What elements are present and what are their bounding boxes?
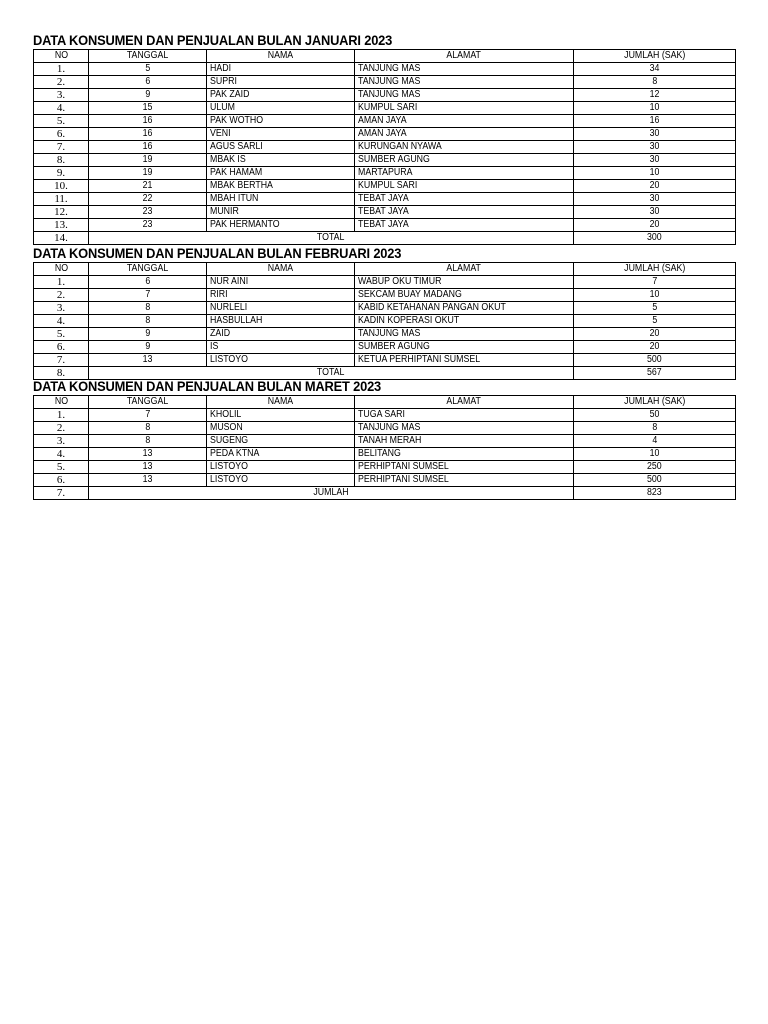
cell-no: 14. xyxy=(34,232,89,245)
cell-nama: PAK WOTHO xyxy=(207,115,355,128)
cell-jumlah: 16 xyxy=(574,115,736,128)
cell-no: 6. xyxy=(34,474,89,487)
cell-jumlah: 30 xyxy=(574,206,736,219)
cell-jumlah: 30 xyxy=(574,141,736,154)
cell-nama: HADI xyxy=(207,63,355,76)
cell-nama: ULUM xyxy=(207,102,355,115)
table-row xyxy=(34,422,736,435)
cell-jumlah: 10 xyxy=(574,289,736,302)
cell-alamat: TEBAT JAYA xyxy=(355,193,574,206)
table-row xyxy=(34,461,736,474)
cell-jumlah: 20 xyxy=(574,341,736,354)
table-row xyxy=(34,435,736,448)
cell-no: 1. xyxy=(34,409,89,422)
cell-no: 5. xyxy=(34,115,89,128)
cell-nama: RIRI xyxy=(207,289,355,302)
cell-jumlah: 10 xyxy=(574,102,736,115)
cell-jumlah: 500 xyxy=(574,474,736,487)
section-title: DATA KONSUMEN DAN PENJUALAN BULAN FEBRUARI 2023 xyxy=(33,245,402,261)
cell-no: 1. xyxy=(34,276,89,289)
cell-nama: SUPRI xyxy=(207,76,355,89)
header-no: NO xyxy=(34,50,89,63)
cell-tanggal: 13 xyxy=(89,461,207,474)
cell-alamat: PERHIPTANI SUMSEL xyxy=(355,461,574,474)
cell-tanggal: 8 xyxy=(89,302,207,315)
cell-tanggal: 13 xyxy=(89,474,207,487)
table-row xyxy=(34,167,736,180)
cell-alamat: TANJUNG MAS xyxy=(355,63,574,76)
cell-jumlah: 30 xyxy=(574,193,736,206)
total-row xyxy=(34,232,736,245)
cell-alamat: TEBAT JAYA xyxy=(355,219,574,232)
cell-jumlah: 30 xyxy=(574,128,736,141)
cell-jumlah: 30 xyxy=(574,154,736,167)
cell-jumlah: 20 xyxy=(574,219,736,232)
cell-alamat: SUMBER AGUNG xyxy=(355,154,574,167)
table-row xyxy=(34,448,736,461)
cell-nama: LISTOYO xyxy=(207,474,355,487)
total-label: TOTAL xyxy=(89,232,574,245)
table-row xyxy=(34,341,736,354)
table-row xyxy=(34,289,736,302)
cell-no: 9. xyxy=(34,167,89,180)
cell-alamat: TUGA SARI xyxy=(355,409,574,422)
header-alamat: ALAMAT xyxy=(355,396,574,409)
cell-nama: NUR AINI xyxy=(207,276,355,289)
cell-jumlah: 8 xyxy=(574,76,736,89)
cell-tanggal: 7 xyxy=(89,289,207,302)
table-row xyxy=(34,154,736,167)
cell-nama: AGUS SARLI xyxy=(207,141,355,154)
table-row xyxy=(34,206,736,219)
sales-section-february xyxy=(33,245,735,380)
cell-jumlah: 5 xyxy=(574,315,736,328)
cell-alamat: SUMBER AGUNG xyxy=(355,341,574,354)
header-alamat: ALAMAT xyxy=(355,263,574,276)
cell-no: 3. xyxy=(34,302,89,315)
cell-no: 11. xyxy=(34,193,89,206)
cell-alamat: AMAN JAYA xyxy=(355,115,574,128)
cell-nama: MBAK BERTHA xyxy=(207,180,355,193)
cell-alamat: BELITANG xyxy=(355,448,574,461)
table-row xyxy=(34,302,736,315)
total-label: JUMLAH xyxy=(89,487,574,500)
table-row xyxy=(34,219,736,232)
cell-tanggal: 13 xyxy=(89,354,207,367)
cell-alamat: TEBAT JAYA xyxy=(355,206,574,219)
table-header-row xyxy=(34,263,736,276)
section-title: DATA KONSUMEN DAN PENJUALAN BULAN MARET 2023 xyxy=(33,378,382,394)
cell-alamat: TANJUNG MAS xyxy=(355,89,574,102)
table-row xyxy=(34,354,736,367)
cell-nama: LISTOYO xyxy=(207,461,355,474)
table-row xyxy=(34,141,736,154)
header-no: NO xyxy=(34,396,89,409)
cell-jumlah: 50 xyxy=(574,409,736,422)
cell-jumlah: 10 xyxy=(574,448,736,461)
cell-no: 12. xyxy=(34,206,89,219)
cell-tanggal: 19 xyxy=(89,167,207,180)
cell-jumlah: 20 xyxy=(574,328,736,341)
table-row xyxy=(34,89,736,102)
cell-jumlah: 5 xyxy=(574,302,736,315)
cell-jumlah: 12 xyxy=(574,89,736,102)
cell-alamat: KADIN KOPERASI OKUT xyxy=(355,315,574,328)
sales-section-january xyxy=(33,32,735,245)
cell-tanggal: 9 xyxy=(89,89,207,102)
cell-no: 1. xyxy=(34,63,89,76)
cell-alamat: TANJUNG MAS xyxy=(355,328,574,341)
total-value: 823 xyxy=(574,487,736,500)
cell-tanggal: 8 xyxy=(89,315,207,328)
table-row xyxy=(34,474,736,487)
cell-no: 6. xyxy=(34,128,89,141)
cell-alamat: KUMPUL SARI xyxy=(355,102,574,115)
cell-alamat: KETUA PERHIPTANI SUMSEL xyxy=(355,354,574,367)
cell-no: 7. xyxy=(34,354,89,367)
total-label: TOTAL xyxy=(89,367,574,380)
cell-no: 2. xyxy=(34,289,89,302)
cell-alamat: TANJUNG MAS xyxy=(355,422,574,435)
cell-nama: SUGENG xyxy=(207,435,355,448)
header-nama: NAMA xyxy=(207,396,355,409)
cell-tanggal: 22 xyxy=(89,193,207,206)
cell-alamat: WABUP OKU TIMUR xyxy=(355,276,574,289)
table-row xyxy=(34,180,736,193)
cell-no: 4. xyxy=(34,448,89,461)
cell-no: 5. xyxy=(34,461,89,474)
cell-tanggal: 5 xyxy=(89,63,207,76)
cell-alamat: TANJUNG MAS xyxy=(355,76,574,89)
cell-no: 8. xyxy=(34,367,89,380)
total-value: 300 xyxy=(574,232,736,245)
cell-nama: MUNIR xyxy=(207,206,355,219)
cell-jumlah: 250 xyxy=(574,461,736,474)
table-row xyxy=(34,128,736,141)
cell-nama: MBAK IS xyxy=(207,154,355,167)
cell-no: 5. xyxy=(34,328,89,341)
cell-tanggal: 23 xyxy=(89,206,207,219)
cell-alamat: PERHIPTANI SUMSEL xyxy=(355,474,574,487)
cell-nama: PAK HAMAM xyxy=(207,167,355,180)
table-row xyxy=(34,409,736,422)
cell-no: 7. xyxy=(34,141,89,154)
cell-jumlah: 7 xyxy=(574,276,736,289)
cell-tanggal: 16 xyxy=(89,128,207,141)
cell-tanggal: 9 xyxy=(89,328,207,341)
table-row xyxy=(34,315,736,328)
cell-tanggal: 9 xyxy=(89,341,207,354)
sales-table xyxy=(33,262,736,380)
cell-no: 3. xyxy=(34,435,89,448)
table-row xyxy=(34,115,736,128)
cell-alamat: TANAH MERAH xyxy=(355,435,574,448)
cell-no: 7. xyxy=(34,487,89,500)
cell-alamat: KURUNGAN NYAWA xyxy=(355,141,574,154)
cell-alamat: AMAN JAYA xyxy=(355,128,574,141)
cell-nama: PEDA KTNA xyxy=(207,448,355,461)
cell-nama: ZAID xyxy=(207,328,355,341)
section-title: DATA KONSUMEN DAN PENJUALAN BULAN JANUARI 2023 xyxy=(33,32,393,48)
cell-tanggal: 6 xyxy=(89,76,207,89)
cell-nama: LISTOYO xyxy=(207,354,355,367)
cell-tanggal: 6 xyxy=(89,276,207,289)
cell-tanggal: 8 xyxy=(89,435,207,448)
total-value: 567 xyxy=(574,367,736,380)
cell-jumlah: 20 xyxy=(574,180,736,193)
table-row xyxy=(34,76,736,89)
table-row xyxy=(34,102,736,115)
cell-jumlah: 500 xyxy=(574,354,736,367)
cell-tanggal: 7 xyxy=(89,409,207,422)
cell-tanggal: 16 xyxy=(89,115,207,128)
table-header-row xyxy=(34,50,736,63)
table-row xyxy=(34,328,736,341)
cell-tanggal: 16 xyxy=(89,141,207,154)
cell-nama: PAK HERMANTO xyxy=(207,219,355,232)
cell-no: 3. xyxy=(34,89,89,102)
cell-alamat: KABID KETAHANAN PANGAN OKUT xyxy=(355,302,574,315)
cell-nama: IS xyxy=(207,341,355,354)
cell-tanggal: 21 xyxy=(89,180,207,193)
header-jumlah: JUMLAH (SAK) xyxy=(574,50,736,63)
table-row xyxy=(34,276,736,289)
cell-nama: MBAH ITUN xyxy=(207,193,355,206)
cell-alamat: SEKCAM BUAY MADANG xyxy=(355,289,574,302)
cell-nama: NURLELI xyxy=(207,302,355,315)
cell-tanggal: 19 xyxy=(89,154,207,167)
cell-nama: HASBULLAH xyxy=(207,315,355,328)
cell-no: 4. xyxy=(34,102,89,115)
cell-no: 4. xyxy=(34,315,89,328)
cell-tanggal: 13 xyxy=(89,448,207,461)
header-nama: NAMA xyxy=(207,263,355,276)
cell-tanggal: 8 xyxy=(89,422,207,435)
sales-section-march xyxy=(33,378,735,500)
cell-nama: PAK ZAID xyxy=(207,89,355,102)
table-row xyxy=(34,193,736,206)
cell-tanggal: 15 xyxy=(89,102,207,115)
sales-table xyxy=(33,49,736,245)
cell-nama: MUSON xyxy=(207,422,355,435)
header-nama: NAMA xyxy=(207,50,355,63)
table-header-row xyxy=(34,396,736,409)
cell-jumlah: 4 xyxy=(574,435,736,448)
header-jumlah: JUMLAH (SAK) xyxy=(574,263,736,276)
cell-nama: VENI xyxy=(207,128,355,141)
cell-jumlah: 10 xyxy=(574,167,736,180)
cell-tanggal: 23 xyxy=(89,219,207,232)
cell-alamat: KUMPUL SARI xyxy=(355,180,574,193)
cell-no: 6. xyxy=(34,341,89,354)
header-no: NO xyxy=(34,263,89,276)
total-row xyxy=(34,487,736,500)
header-jumlah: JUMLAH (SAK) xyxy=(574,396,736,409)
cell-jumlah: 8 xyxy=(574,422,736,435)
header-tanggal: TANGGAL xyxy=(89,263,207,276)
cell-nama: KHOLIL xyxy=(207,409,355,422)
table-row xyxy=(34,63,736,76)
cell-no: 10. xyxy=(34,180,89,193)
header-alamat: ALAMAT xyxy=(355,50,574,63)
cell-alamat: MARTAPURA xyxy=(355,167,574,180)
cell-no: 8. xyxy=(34,154,89,167)
cell-no: 2. xyxy=(34,422,89,435)
sales-table xyxy=(33,395,736,500)
cell-no: 2. xyxy=(34,76,89,89)
cell-no: 13. xyxy=(34,219,89,232)
cell-jumlah: 34 xyxy=(574,63,736,76)
header-tanggal: TANGGAL xyxy=(89,50,207,63)
header-tanggal: TANGGAL xyxy=(89,396,207,409)
